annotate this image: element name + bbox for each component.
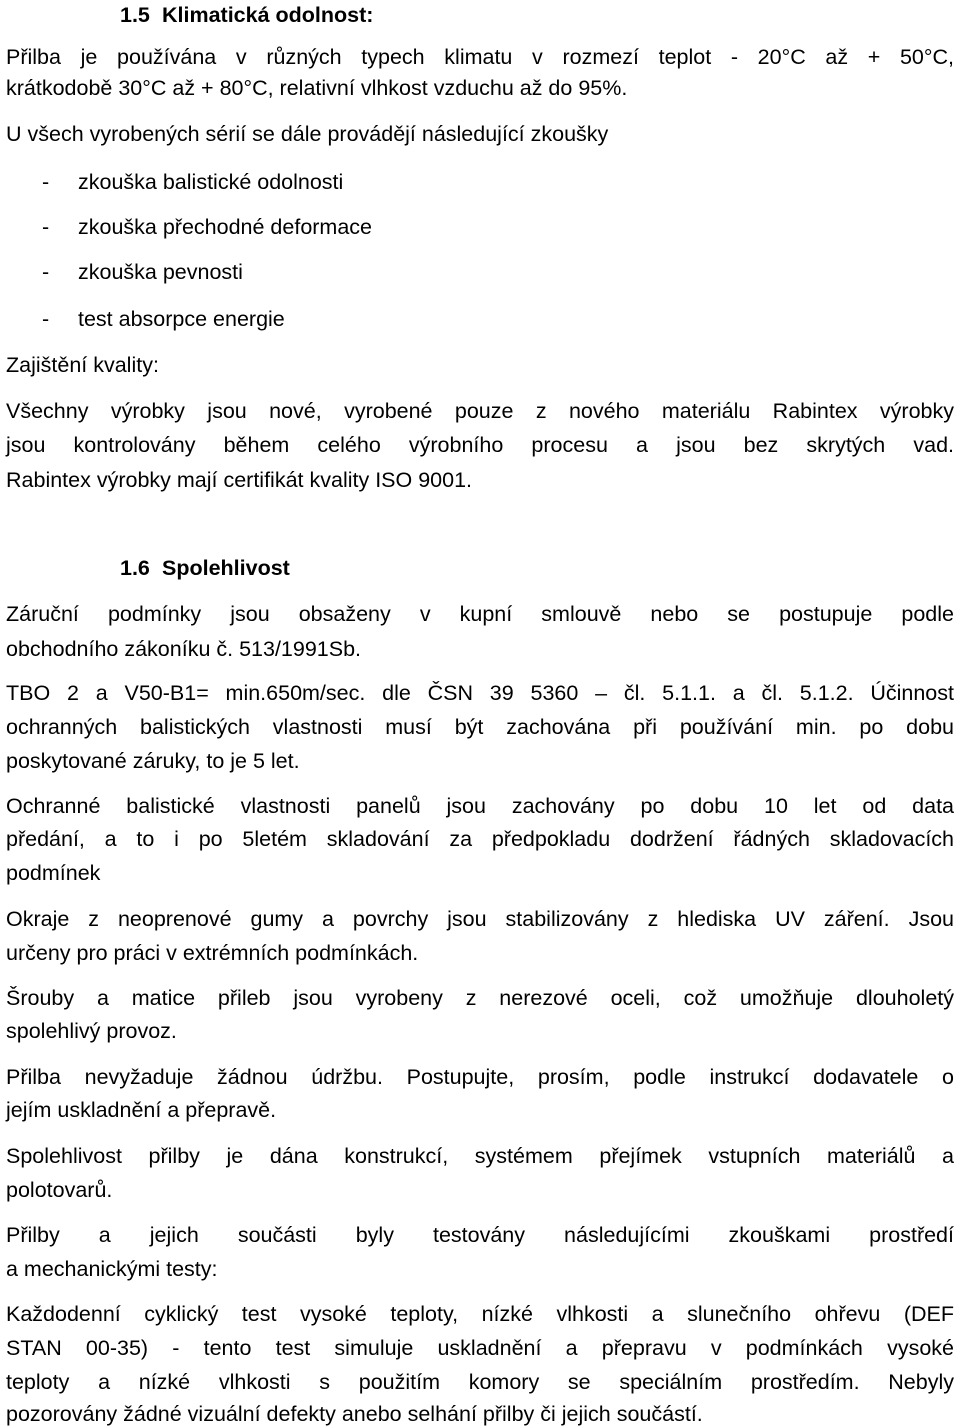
protection-line-3: podmínek (6, 861, 101, 885)
edges-line-2: určeny pro práci v extrémních podmínkách. (6, 941, 419, 965)
bullet-dash: - (42, 260, 50, 284)
test-list-item (6, 169, 954, 195)
test-list-item (6, 214, 954, 240)
tested-line-1: Přilby a jejich součásti byly testovány následujícími zkouškami prostředí (6, 1223, 954, 1247)
test-item-label: zkouška přechodné deformace (78, 215, 373, 239)
cyclic-test-line-1: Každodenní cyklický test vysoké teploty, nízké vlhkosti a slunečního ohřevu (DEF (6, 1302, 954, 1326)
protection-line-2: předání, a to i po 5letém skladování za předpokladu dodržení řádných skladovacích (6, 827, 954, 851)
tbo-line-3: poskytované záruky, to je 5 let. (6, 749, 300, 773)
tests-intro: U všech vyrobených sérií se dále provádějí následující zkoušky (6, 122, 609, 146)
edges-line-1: Okraje z neoprenové gumy a povrchy jsou stabilizovány z hlediska UV záření. Jsou (6, 907, 954, 931)
reliability-line-2: polotovarů. (6, 1178, 113, 1202)
cyclic-test-line-2: STAN 00-35) - tento test simuluje uskladnění a přepravu v podmínkách vysoké (6, 1336, 954, 1360)
bullet-dash: - (42, 215, 50, 239)
section-1-6-title: Spolehlivost (162, 556, 290, 580)
warranty-line-2: obchodního zákoníku č. 513/1991Sb. (6, 637, 362, 661)
maintenance-line-2: jejím uskladnění a přepravě. (6, 1098, 277, 1122)
section-1-6-number: 1.6 (120, 556, 150, 580)
protection-line-1: Ochranné balistické vlastnosti panelů jsou zachovány po dobu 10 let od data (6, 794, 954, 818)
intro-line-2: krátkodobě 30°C až + 80°C, relativní vlhkost vzduchu až do 95%. (6, 76, 628, 100)
quality-line-3: Rabintex výrobky mají certifikát kvality ISO 9001. (6, 468, 473, 492)
cyclic-test-line-3: teploty a nízké vlhkosti s použitím komory se speciálním prostředím. Nebyly (6, 1370, 954, 1394)
test-item-label: test absorpce energie (78, 307, 285, 331)
tbo-line-1: TBO 2 a V50-B1= min.650m/sec. dle ČSN 39 5360 – čl. 5.1.1. a čl. 5.1.2. Účinnost (6, 681, 954, 705)
quality-line-2: jsou kontrolovány během celého výrobního procesu a jsou bez skrytých vad. (6, 433, 954, 457)
test-list-item (6, 306, 954, 332)
test-list-item (6, 259, 954, 285)
section-1-5-heading (120, 2, 954, 28)
warranty-line-1: Záruční podmínky jsou obsaženy v kupní smlouvě nebo se postupuje podle (6, 602, 954, 626)
tbo-line-2: ochranných balistických vlastnosti musí být zachována při používání min. po dobu (6, 715, 954, 739)
tested-line-2: a mechanickými testy: (6, 1257, 218, 1281)
section-1-5-number: 1.5 (120, 3, 150, 27)
cyclic-test-line-4: pozorovány žádné vizuální defekty anebo selhání přilby či jejich součástí. (6, 1402, 703, 1426)
screws-line-2: spolehlivý provoz. (6, 1019, 177, 1043)
bullet-dash: - (42, 170, 50, 194)
screws-line-1: Šrouby a matice přileb jsou vyrobeny z nerezové oceli, což umožňuje dlouholetý (6, 986, 954, 1010)
quality-line-1: Všechny výrobky jsou nové, vyrobené pouze z nového materiálu Rabintex výrobky (6, 399, 954, 423)
bullet-dash: - (42, 307, 50, 331)
maintenance-line-1: Přilba nevyžaduje žádnou údržbu. Postupujte, prosím, podle instrukcí dodavatele o (6, 1065, 954, 1089)
test-item-label: zkouška pevnosti (78, 260, 243, 284)
section-1-6-heading (120, 555, 954, 581)
section-1-5-title: Klimatická odolnost: (162, 3, 374, 27)
reliability-line-1: Spolehlivost přilby je dána konstrukcí, systémem přejímek vstupních materiálů a (6, 1144, 954, 1168)
quality-label: Zajištění kvality: (6, 353, 159, 377)
intro-line-1: Přilba je používána v různých typech klimatu v rozmezí teplot - 20°C až + 50°C, (6, 45, 954, 69)
test-item-label: zkouška balistické odolnosti (78, 170, 344, 194)
